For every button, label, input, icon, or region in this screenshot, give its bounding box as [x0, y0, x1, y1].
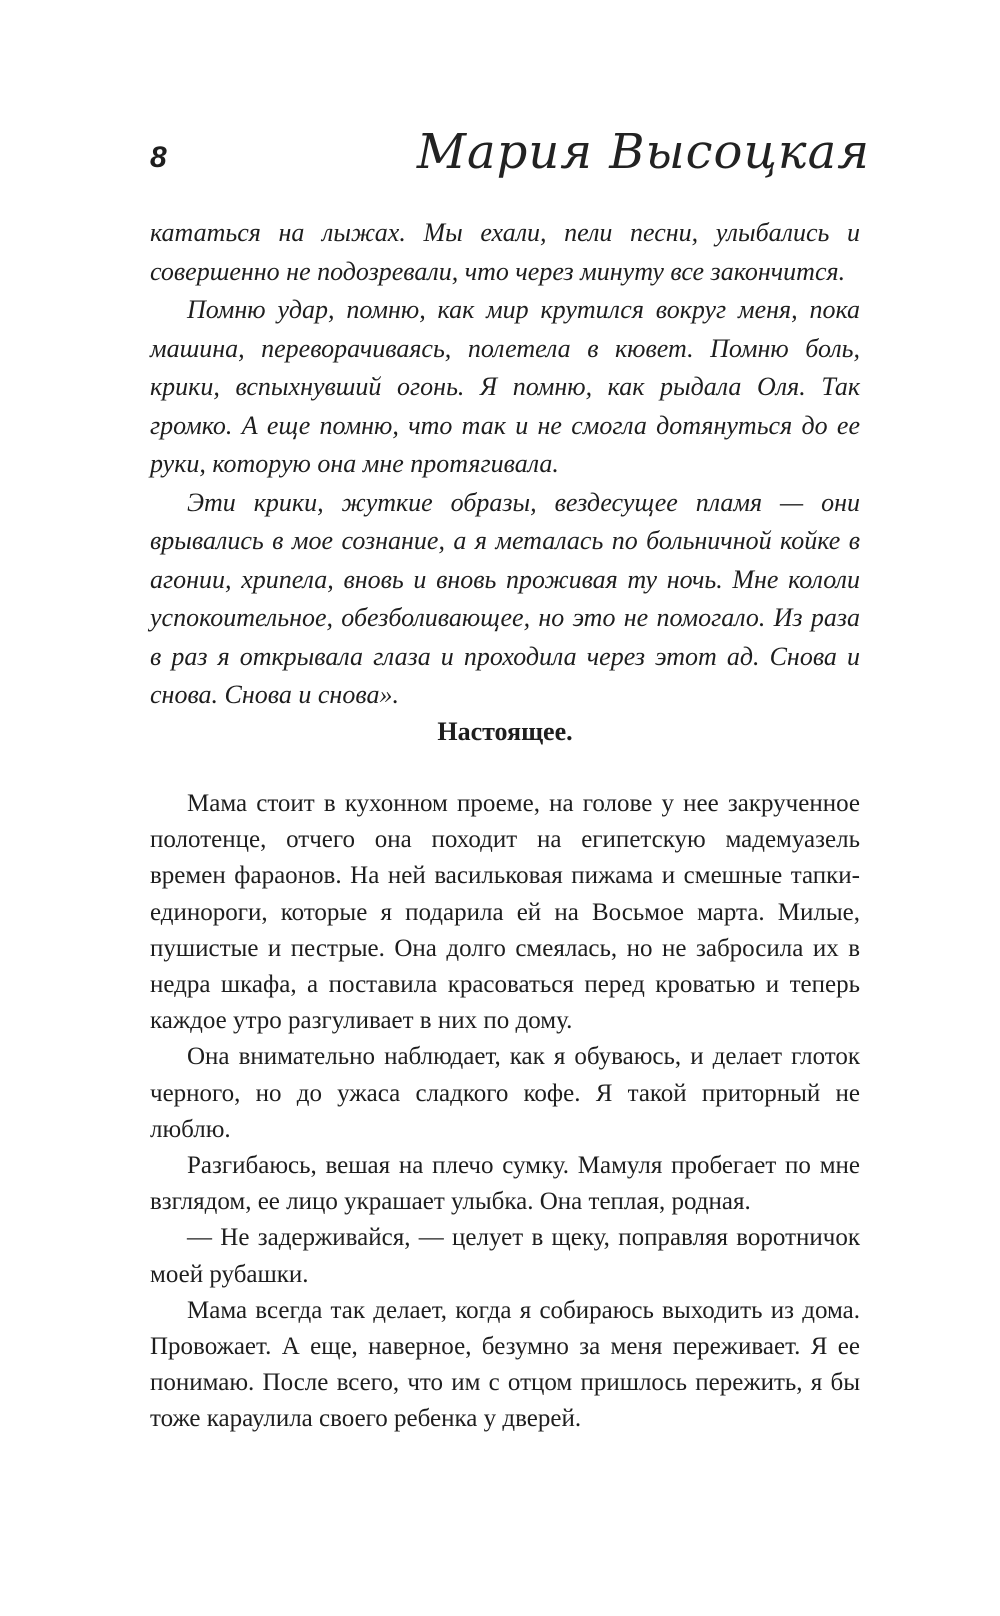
- body-text: [150, 786, 860, 1438]
- body-paragraph: Разгибаюсь, вешая на плечо сумку. Мамуля пробегает по мне взглядом, ее лицо украшает улыбка. Она теплая, родная.: [150, 1152, 860, 1216]
- section-heading: Настоящее.: [437, 717, 573, 746]
- italic-paragraph: Эти крики, жуткие образы, вездесущее пламя — они врывались в мое сознание, а я металась по больничной койке в агонии, хрипела, вновь и вновь проживая ту ночь. Мне кололи успокоительное, обезболивающее, но это не помогало. Из раза в раз я открывала глаза и проходила через этот ад. Снова и снова. Снова и снова».: [150, 487, 860, 709]
- body-paragraph: Мама всегда так делает, когда я собираюсь выходить из дома. Провожает. А еще, наверное, безумно за меня переживает. Я ее понимаю. После всего, что им с отцом пришлось пережить, я бы тоже караулила своего ребенка у дверей.: [150, 1296, 860, 1433]
- running-head-author: Мария Высоцкая: [416, 124, 870, 180]
- italic-paragraph: Помню удар, помню, как мир крутился вокруг меня, пока машина, переворачиваясь, полетела в кювет. Помню боль, крики, вспыхнувший огонь. Я помню, как рыдала Оля. Так громко. А еще помню, что так и не смогла дотянуться до ее руки, которую она мне протягивала.: [150, 295, 860, 478]
- body-paragraph: Она внимательно наблюдает, как я обуваюсь, и делает глоток черного, но до ужаса сладкого кофе. Я такой приторный не люблю.: [150, 1043, 860, 1143]
- body-paragraph: Мама стоит в кухонном проеме, на голове у нее закрученное полотенце, отчего она походит на египетскую мадемуазель времен фараонов. На ней васильковая пижама и смешные тапки-единороги, которые я подарила ей на Восьмое марта. Милые, пушистые и пестрые. Она долго смеялась, но не забросила их в недра шкафа, а поставила красоваться перед кроватью и теперь каждое утро разгуливает в них по дому.: [150, 790, 860, 1035]
- dialogue-paragraph: — Не задерживайся, — целует в щеку, поправляя воротничок моей рубашки.: [150, 1224, 860, 1288]
- page-number: 8: [150, 141, 167, 174]
- italic-paragraph: кататься на лыжах. Мы ехали, пели песни, улыбались и совершенно не подозревали, что через минуту все закончится.: [150, 218, 860, 286]
- italic-flashback-text: [150, 214, 860, 715]
